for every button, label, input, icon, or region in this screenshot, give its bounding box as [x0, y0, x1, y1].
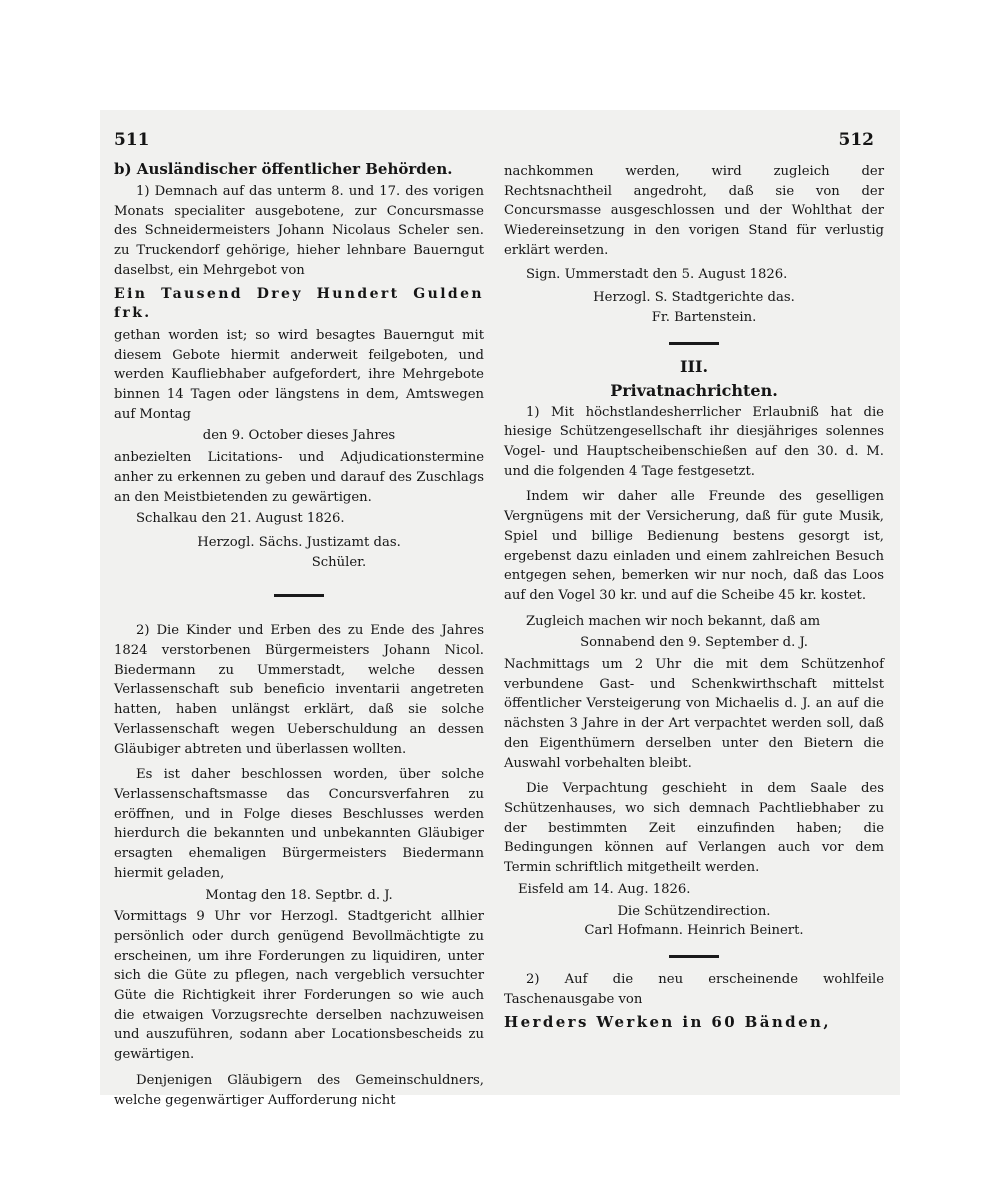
notice-2-text-2: Es ist daher beschlossen worden, über solche Verlassenschaftsmasse das Concursverfahren zu eröffnen, und in Folge dieses Beschlusses werden hierdurch die bekannten und unbekannten Gläubiger ersagten ehemaligen Bürgermeisters Biedermann hiermit geladen, — [114, 767, 484, 881]
private-notice-1-text-5: Die Verpachtung geschieht in dem Saale des Schützenhauses, wo sich demnach Pachtliebhaber zu der bestimmten Zeit einzufinden haben; die Bedingungen können auf Verlangen auch vor dem Termin schriftlich mitgetheilt werden. — [504, 781, 884, 876]
notice-2-text-3: Vormittags 9 Uhr vor Herzogl. Stadtgericht allhier persönlich oder durch genügend Bevollmächtigte zu erscheinen, um ihre Forderungen zu liquidiren, unter sich die Güte zu pflegen, nach vergeblich versuchter Güte die Richtigkeit ihrer Forderungen so wie auch die etwaigen Vorzugsrechte derselben nachzuweisen und auszuführen, sodann aber Locationsbescheids zu gewärtigen. — [114, 909, 484, 1063]
separator-rule — [669, 955, 719, 958]
private-notice-2-text: 2) Auf die neu erscheinende wohlfeile Taschenausgabe von — [504, 971, 884, 1007]
authority-signature: Fr. Bartenstein. — [651, 309, 757, 325]
private-notice-1-org: Die Schützendirection. — [617, 903, 771, 919]
page-number-right: 512 — [838, 130, 874, 150]
section-heading: b) Ausländischer öffentlicher Behörden. — [114, 160, 453, 178]
sign-line: Sign. Ummerstadt den 5. August 1826. — [526, 266, 788, 282]
private-notice-1-text-3: Zugleich machen wir noch bekannt, daß am — [526, 613, 821, 629]
notice-1-authority: Herzogl. Sächs. Justizamt das. — [197, 534, 401, 550]
notice-2-date: Montag den 18. Septbr. d. J. — [205, 887, 393, 903]
left-column — [114, 158, 484, 1110]
separator-rule — [669, 342, 719, 345]
private-notice-1-place-date: Eisfeld am 14. Aug. 1826. — [518, 881, 691, 897]
notice-1-text-3: anbezielten Licitations- und Adjudicationstermine anher zu erkennen zu geben und darauf des Zuschlags an den Meistbietenden zu gewärtigen. — [114, 450, 484, 505]
private-notice-1-text: 1) Mit höchstlandesherrlicher Erlaubniß hat die hiesige Schützengesellschaft ihr diesjähriges solennes Vogel- und Hauptscheibenschießen auf den 30. d. M. und die folgenden 4 Tage festgesetzt. — [504, 404, 884, 479]
private-notice-2-title: Herders Werken in 60 Bänden, — [504, 1013, 831, 1032]
notice-1-date: den 9. October dieses Jahres — [202, 428, 396, 444]
notice-2-text-4: Denjenigen Gläubigern des Gemeinschuldners, welche gegenwärtiger Aufforderung nicht — [114, 1072, 484, 1108]
right-column — [504, 162, 884, 1033]
section-number: III. — [679, 356, 709, 376]
private-notice-1-date: Sonnabend den 9. September d. J. — [580, 635, 808, 651]
continuation-text: nachkommen werden, wird zugleich der Rechtsnachtheil angedroht, daß sie von der Concursmasse ausgeschlossen und der Wohlthat der Wiedereinsetzung in den vorigen Stand für verlustig erklärt werden. — [504, 164, 884, 258]
notice-1-text: 1) Demnach auf das unterm 8. und 17. des vorigen Monats specialiter ausgebotene, zur Concursmasse des Schneidermeisters Johann Nicolaus Scheler sen. zu Truckendorf gehörige, hieher lehnbare Bauerngut daselbst, ein Mehrgebot von — [114, 184, 484, 278]
notice-2-text: 2) Die Kinder und Erben des zu Ende des Jahres 1824 verstorbenen Bürgermeisters Johann Nicol. Biedermann zu Ummerstadt, welche dessen Verlassenschaft sub beneficio inventarii angetreten hatten, haben unlängst erklärt, daß sie solche Verlassenschaft wegen Ueberschuldung an dessen Gläubiger abtreten und überlassen wollten. — [114, 623, 484, 757]
notice-1-amount: Ein Tausend Drey Hundert Gulden frk. — [114, 285, 484, 322]
notice-1-text-2: gethan worden ist; so wird besagtes Bauerngut mit diesem Gebote hiermit anderweit feilgeboten, und werden Kaufliebhaber aufgefordert, ihre Mehrgebote binnen 14 Tagen oder längstens in dem, Amtswegen auf Montag — [114, 327, 484, 422]
private-notice-1-names: Carl Hofmann. Heinrich Beinert. — [584, 923, 804, 939]
private-notice-1-text-4: Nachmittags um 2 Uhr die mit dem Schützenhof verbundene Gast- und Schenkwirthschaft mittelst öffentlicher Versteigerung von Michaelis d. J. an auf die nächsten 3 Jahre in der Art verpachtet werden soll, daß den Eigenthümern derselben unter den Bietern die Auswahl vorbehalten bleibt. — [504, 657, 884, 771]
section-title: Privatnachrichten. — [610, 380, 778, 400]
notice-1-place-date: Schalkau den 21. August 1826. — [136, 511, 345, 527]
separator-rule — [274, 594, 324, 597]
authority-line: Herzogl. S. Stadtgerichte das. — [593, 290, 795, 306]
private-notice-1-text-2: Indem wir daher alle Freunde des geselligen Vergnügens mit der Versicherung, daß für gute Musik, Spiel und billige Bedienung bestens gesorgt ist, ergebenst dazu einladen und einem zahlreichen Besuch entgegen sehen, bemerken wir nur noch, daß das Loos auf den Vogel 30 kr. und auf die Scheibe 45 kr. kostet. — [504, 489, 884, 603]
page-number-left: 511 — [114, 130, 150, 150]
notice-1-signature: Schüler. — [311, 554, 367, 570]
document-page — [100, 110, 900, 1108]
